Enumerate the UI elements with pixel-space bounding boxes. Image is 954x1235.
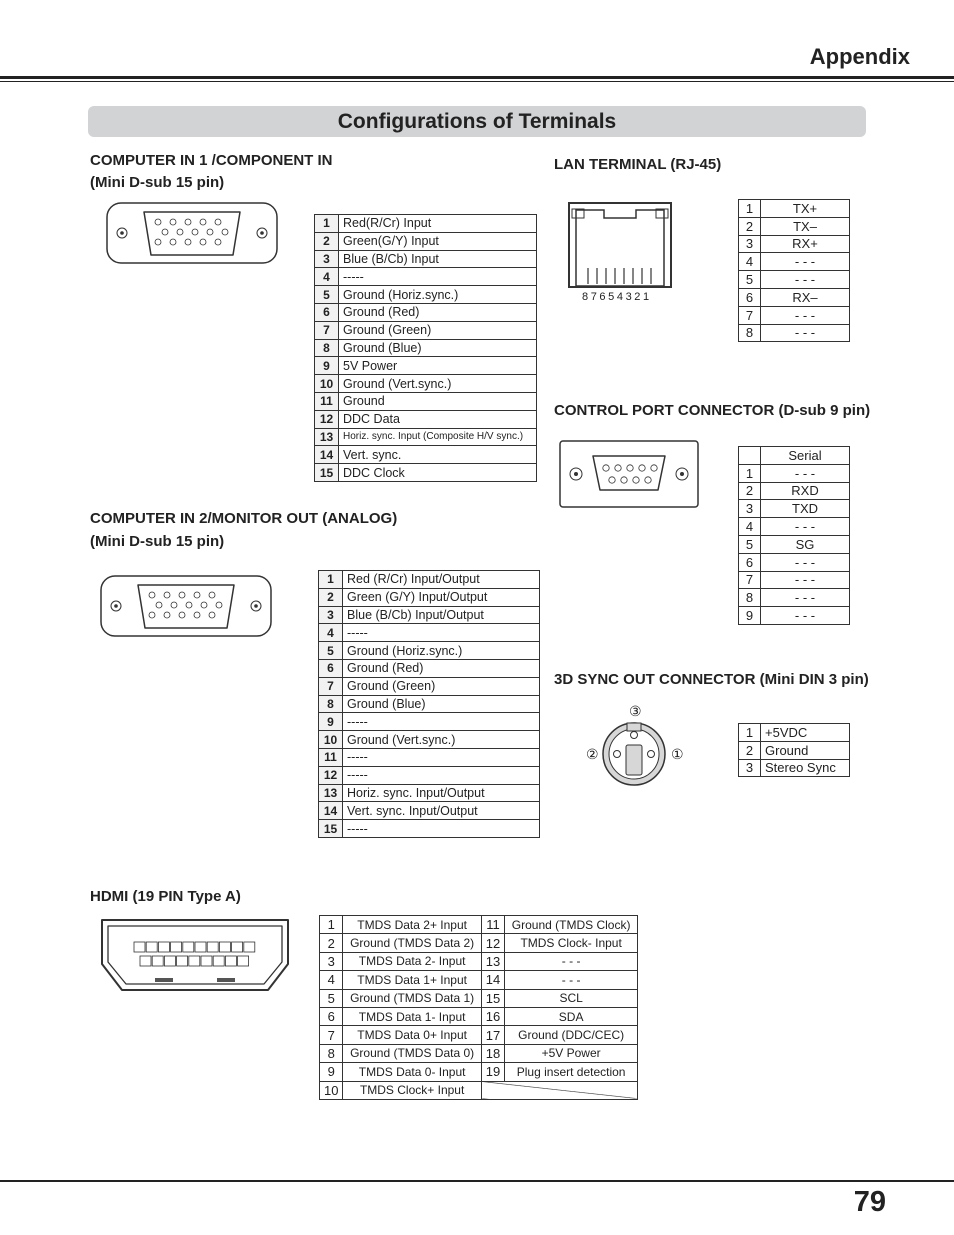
pin-signal: DDC Data xyxy=(339,410,537,428)
table-row xyxy=(320,952,638,970)
pin-number: 14 xyxy=(315,446,339,464)
pin-number: 7 xyxy=(739,306,761,324)
pin-number: 2 xyxy=(315,232,339,250)
table-row xyxy=(320,989,638,1007)
pin-number: 3 xyxy=(319,606,343,624)
table-row xyxy=(739,724,850,742)
page-number: 79 xyxy=(853,1186,886,1218)
pin-number: 10 xyxy=(315,375,339,393)
table-row xyxy=(320,934,638,952)
hdmi-pin-12 xyxy=(201,956,212,966)
table-row xyxy=(739,288,850,306)
table-row xyxy=(315,215,537,233)
hdmi-pin-6 xyxy=(164,956,175,966)
pin-signal: Ground (TMDS Data 2) xyxy=(343,934,481,952)
pin-signal: SCL xyxy=(505,989,638,1007)
hdmi-pin-1 xyxy=(134,942,145,952)
table-row xyxy=(320,1026,638,1044)
pin-number: 14 xyxy=(319,802,343,820)
table-row xyxy=(319,766,540,784)
hdmi-pin-8 xyxy=(177,956,188,966)
pin-number: 1 xyxy=(739,464,761,482)
pin-signal: Ground (Vert.sync.) xyxy=(339,375,537,393)
table-row xyxy=(319,748,540,766)
table-row xyxy=(739,535,850,553)
footer-rule xyxy=(0,1180,954,1182)
pin-number: 8 xyxy=(315,339,339,357)
header-rule xyxy=(0,76,954,79)
mini-din3-connector-icon xyxy=(602,718,666,788)
table-row xyxy=(319,606,540,624)
table-row xyxy=(320,971,638,989)
pin-signal: - - - xyxy=(761,271,850,289)
pin-signal: ----- xyxy=(343,766,540,784)
hdmi-pin-2 xyxy=(140,956,151,966)
table-row xyxy=(319,713,540,731)
table-row xyxy=(739,217,850,235)
pin-signal: Ground (TMDS Data 0) xyxy=(343,1044,481,1062)
pin-number: 3 xyxy=(315,250,339,268)
computer-in1-subheading: (Mini D-sub 15 pin) xyxy=(90,174,225,191)
pin-signal: Ground (Green) xyxy=(339,321,537,339)
pin-signal: ----- xyxy=(343,713,540,731)
hdmi-pin-10 xyxy=(189,956,200,966)
pin-signal: Green (G/Y) Input/Output xyxy=(343,588,540,606)
pin-number: 2 xyxy=(320,934,343,952)
table-row xyxy=(739,571,850,589)
pin-signal: Ground (DDC/CEC) xyxy=(505,1026,638,1044)
pin-number: 13 xyxy=(481,952,504,970)
hdmi-pin-16 xyxy=(225,956,236,966)
hdmi-pin-18 xyxy=(238,956,249,966)
pin-signal: Ground (Green) xyxy=(343,677,540,695)
pin-signal: +5V Power xyxy=(505,1044,638,1062)
pin-signal: - - - xyxy=(505,952,638,970)
table-row xyxy=(739,607,850,625)
pin-number: 7 xyxy=(319,677,343,695)
pin-number: 2 xyxy=(739,741,761,759)
pin-number: 13 xyxy=(315,428,339,446)
hdmi-pin-4 xyxy=(152,956,163,966)
hdmi-connector-icon xyxy=(100,918,290,992)
table-row xyxy=(315,446,537,464)
pin-number: 3 xyxy=(739,500,761,518)
pin-signal: 5V Power xyxy=(339,357,537,375)
pin-signal: Plug insert detection xyxy=(505,1063,638,1081)
pin-signal: ----- xyxy=(343,748,540,766)
pin-signal: - - - xyxy=(761,306,850,324)
pin-signal: - - - xyxy=(761,607,850,625)
pin-signal: TMDS Clock- Input xyxy=(505,934,638,952)
pin-signal: TMDS Clock+ Input xyxy=(343,1081,481,1099)
table-row xyxy=(315,357,537,375)
pin-number: 12 xyxy=(481,934,504,952)
pin-number: 3 xyxy=(739,759,761,777)
pin-number: 10 xyxy=(319,731,343,749)
hdmi-heading: HDMI (19 PIN Type A) xyxy=(90,888,241,905)
hdmi-pin-11 xyxy=(195,942,206,952)
table-row xyxy=(739,500,850,518)
table-row xyxy=(315,410,537,428)
table-row xyxy=(739,306,850,324)
pin-number: 13 xyxy=(319,784,343,802)
computer-in1-pin-table xyxy=(314,214,537,482)
pin-number: 6 xyxy=(739,553,761,571)
pin-signal: Ground (Red) xyxy=(339,303,537,321)
pin-number: 6 xyxy=(320,1007,343,1025)
table-row xyxy=(315,428,537,446)
pin-signal: Ground (Horiz.sync.) xyxy=(343,642,540,660)
pin-signal: TMDS Data 0- Input xyxy=(343,1063,481,1081)
pin-signal: Green(G/Y) Input xyxy=(339,232,537,250)
pin-number: 5 xyxy=(319,642,343,660)
pin-number: 15 xyxy=(315,464,339,482)
pin-signal: Ground (TMDS Data 1) xyxy=(343,989,481,1007)
table-row xyxy=(739,464,850,482)
pin-number: 4 xyxy=(320,971,343,989)
pin-number: 6 xyxy=(315,303,339,321)
pin-signal: TMDS Data 2+ Input xyxy=(343,916,481,934)
pin-number: 8 xyxy=(320,1044,343,1062)
computer-in1-heading: COMPUTER IN 1 /COMPONENT IN xyxy=(90,152,333,169)
dsub15-connector-icon xyxy=(106,202,278,264)
hdmi-pin-17 xyxy=(232,942,243,952)
pin-signal: Ground (Vert.sync.) xyxy=(343,731,540,749)
control-port-pin-table xyxy=(738,446,850,625)
hdmi-pin-7 xyxy=(171,942,182,952)
hdmi-pin-5 xyxy=(158,942,169,952)
computer-in2-heading: COMPUTER IN 2/MONITOR OUT (ANALOG) xyxy=(90,510,398,527)
table-row xyxy=(739,589,850,607)
pin-number: 3 xyxy=(739,235,761,253)
table-row xyxy=(319,802,540,820)
table-row xyxy=(315,392,537,410)
pin-signal: - - - xyxy=(761,589,850,607)
pin-number: 2 xyxy=(739,217,761,235)
pin-number: 4 xyxy=(739,253,761,271)
pin-signal: Ground (Horiz.sync.) xyxy=(339,286,537,304)
pin-signal: TX– xyxy=(761,217,850,235)
table-row xyxy=(319,642,540,660)
pin-signal: TMDS Data 2- Input xyxy=(343,952,481,970)
pin-number: 9 xyxy=(315,357,339,375)
table-row xyxy=(739,235,850,253)
pin-number: 14 xyxy=(481,971,504,989)
table-row xyxy=(320,1007,638,1025)
pin-signal: ----- xyxy=(343,820,540,838)
table-row xyxy=(315,375,537,393)
pin-signal: Red(R/Cr) Input xyxy=(339,215,537,233)
pin-number: 1 xyxy=(320,916,343,934)
pin-signal: +5VDC xyxy=(761,724,850,742)
table-row xyxy=(319,624,540,642)
table-row xyxy=(319,677,540,695)
pin-number: 7 xyxy=(320,1026,343,1044)
table-row xyxy=(315,268,537,286)
table-row xyxy=(319,695,540,713)
table-row xyxy=(315,464,537,482)
pin-number: 12 xyxy=(319,766,343,784)
hdmi-pin-15 xyxy=(219,942,230,952)
hdmi-pin-3 xyxy=(146,942,157,952)
pin-signal: Vert. sync. xyxy=(339,446,537,464)
pin-signal: - - - xyxy=(761,553,850,571)
sync3d-heading: 3D SYNC OUT CONNECTOR (Mini DIN 3 pin) xyxy=(554,671,869,688)
table-row xyxy=(320,1063,638,1081)
hdmi-pin-table xyxy=(319,915,638,1100)
table-header-blank xyxy=(739,447,761,465)
pin-signal: - - - xyxy=(761,518,850,536)
pin-signal: TMDS Data 1- Input xyxy=(343,1007,481,1025)
pin-signal: Vert. sync. Input/Output xyxy=(343,802,540,820)
callout-3: ③ xyxy=(629,703,642,719)
hdmi-pin-13 xyxy=(207,942,218,952)
pin-number: 4 xyxy=(315,268,339,286)
pin-number: 17 xyxy=(481,1026,504,1044)
pin-number: 5 xyxy=(320,989,343,1007)
table-row xyxy=(319,731,540,749)
pin-number: 5 xyxy=(315,286,339,304)
pin-number: 2 xyxy=(319,588,343,606)
pin-signal: Ground xyxy=(761,741,850,759)
sync3d-pin-table xyxy=(738,723,850,777)
callout-2: ② xyxy=(586,746,599,762)
pin-number: 4 xyxy=(739,518,761,536)
table-row xyxy=(319,588,540,606)
pin-number: 18 xyxy=(481,1044,504,1062)
pin-signal: Red (R/Cr) Input/Output xyxy=(343,571,540,589)
pin-number: 9 xyxy=(320,1063,343,1081)
pin-number: 2 xyxy=(739,482,761,500)
table-row xyxy=(315,286,537,304)
pin-signal: Stereo Sync xyxy=(761,759,850,777)
pin-number: 9 xyxy=(319,713,343,731)
table-row xyxy=(315,303,537,321)
pin-number: 6 xyxy=(739,288,761,306)
pin-number: 1 xyxy=(739,724,761,742)
table-row xyxy=(315,232,537,250)
pin-signal: - - - xyxy=(761,464,850,482)
pin-number: 11 xyxy=(315,392,339,410)
table-row xyxy=(320,1044,638,1062)
dsub15-connector-icon xyxy=(100,575,272,637)
table-row xyxy=(739,553,850,571)
pin-signal: Ground (Blue) xyxy=(343,695,540,713)
pin-number: 7 xyxy=(739,571,761,589)
table-row xyxy=(320,1081,638,1099)
pin-signal: SDA xyxy=(505,1007,638,1025)
page-title: Configurations of Terminals xyxy=(88,106,866,137)
pin-signal: Blue (B/Cb) Input/Output xyxy=(343,606,540,624)
pin-number: 3 xyxy=(320,952,343,970)
pin-signal: RXD xyxy=(761,482,850,500)
lan-pin-table xyxy=(738,199,850,342)
table-row xyxy=(739,324,850,342)
pin-number: 8 xyxy=(739,324,761,342)
table-row xyxy=(739,200,850,218)
lan-heading: LAN TERMINAL (RJ-45) xyxy=(554,156,722,173)
pin-signal: Ground (Blue) xyxy=(339,339,537,357)
table-row xyxy=(739,759,850,777)
empty-cell xyxy=(481,1081,637,1099)
control-port-heading: CONTROL PORT CONNECTOR (D-sub 9 pin) xyxy=(554,402,871,419)
pin-signal: - - - xyxy=(505,971,638,989)
dsub9-connector-icon xyxy=(559,440,699,508)
callout-1: ① xyxy=(671,746,684,762)
pin-signal: - - - xyxy=(761,571,850,589)
header-rule-thin xyxy=(0,81,954,82)
pin-signal: ----- xyxy=(339,268,537,286)
pin-number: 11 xyxy=(481,916,504,934)
pin-number: 8 xyxy=(739,589,761,607)
pin-number: 5 xyxy=(739,271,761,289)
table-row xyxy=(319,659,540,677)
rj45-pin-order: 87654321 xyxy=(582,291,652,303)
computer-in2-subheading: (Mini D-sub 15 pin) xyxy=(90,533,225,550)
table-row xyxy=(319,784,540,802)
pin-signal: SG xyxy=(761,535,850,553)
hdmi-pin-19 xyxy=(244,942,255,952)
pin-number: 8 xyxy=(319,695,343,713)
table-row xyxy=(319,820,540,838)
pin-number: 9 xyxy=(739,607,761,625)
pin-signal: RX+ xyxy=(761,235,850,253)
computer-in2-pin-table xyxy=(318,570,540,838)
table-row xyxy=(319,571,540,589)
pin-signal: Ground xyxy=(339,392,537,410)
pin-number: 6 xyxy=(319,659,343,677)
pin-signal: Horiz. sync. Input (Composite H/V sync.) xyxy=(339,428,537,446)
pin-number: 5 xyxy=(739,535,761,553)
pin-signal: Blue (B/Cb) Input xyxy=(339,250,537,268)
control-port-column-header: Serial xyxy=(761,447,850,465)
table-row xyxy=(315,339,537,357)
pin-number: 1 xyxy=(739,200,761,218)
table-row xyxy=(739,271,850,289)
pin-signal: Horiz. sync. Input/Output xyxy=(343,784,540,802)
table-row xyxy=(739,253,850,271)
pin-number: 1 xyxy=(319,571,343,589)
page-section-title: Appendix xyxy=(809,44,910,69)
pin-number: 12 xyxy=(315,410,339,428)
table-row xyxy=(739,518,850,536)
table-row xyxy=(739,482,850,500)
pin-signal: ----- xyxy=(343,624,540,642)
pin-number: 19 xyxy=(481,1063,504,1081)
hdmi-pin-9 xyxy=(183,942,194,952)
pin-number: 16 xyxy=(481,1007,504,1025)
pin-signal: RX– xyxy=(761,288,850,306)
pin-signal: TMDS Data 0+ Input xyxy=(343,1026,481,1044)
table-row xyxy=(315,250,537,268)
pin-number: 7 xyxy=(315,321,339,339)
table-row xyxy=(315,321,537,339)
pin-signal: Ground (Red) xyxy=(343,659,540,677)
rj45-connector-icon xyxy=(568,202,672,288)
pin-signal: Ground (TMDS Clock) xyxy=(505,916,638,934)
table-row xyxy=(320,916,638,934)
hdmi-pin-14 xyxy=(213,956,224,966)
pin-signal: TX+ xyxy=(761,200,850,218)
pin-signal: DDC Clock xyxy=(339,464,537,482)
pin-number: 15 xyxy=(319,820,343,838)
pin-signal: TMDS Data 1+ Input xyxy=(343,971,481,989)
pin-signal: - - - xyxy=(761,324,850,342)
pin-number: 10 xyxy=(320,1081,343,1099)
pin-number: 4 xyxy=(319,624,343,642)
pin-number: 15 xyxy=(481,989,504,1007)
pin-number: 1 xyxy=(315,215,339,233)
table-row xyxy=(739,741,850,759)
pin-signal: TXD xyxy=(761,500,850,518)
pin-signal: - - - xyxy=(761,253,850,271)
pin-number: 11 xyxy=(319,748,343,766)
